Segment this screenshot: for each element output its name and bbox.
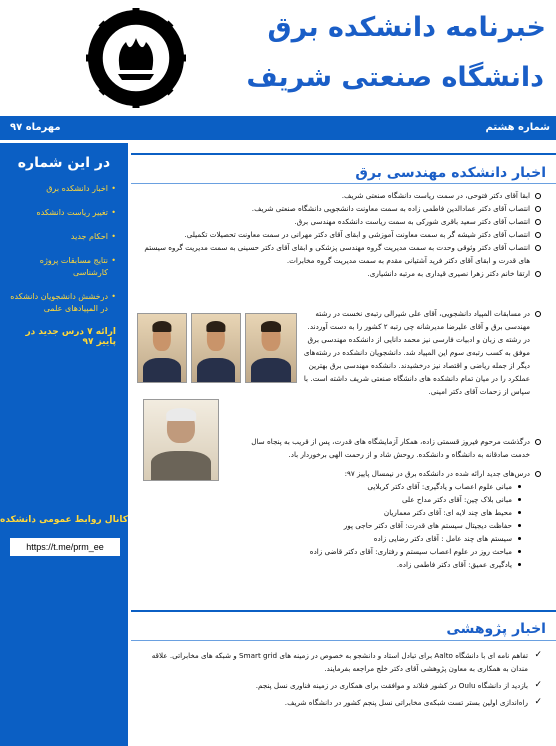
main-content [131,143,556,746]
courses-intro: درس‌های جدید ارائه شده در دانشکده برق در نیمسال پاییز ۹۷: [142,467,542,480]
sidebar [0,143,128,746]
header [0,0,556,115]
student-portrait-2-icon [191,313,241,383]
research-list [138,649,542,713]
student-portrait-3-icon [245,313,297,383]
news-list [142,189,542,280]
issue-date: مهرماه ۹۷ [10,122,61,133]
research-item: ✓ بازدید از دانشگاه Oulu در کشور فنلاند و موافقت برای همکاری در زمینه فناوری نسل پنجم. [138,679,542,692]
research-rule [131,610,556,612]
section-rule [131,153,556,155]
sidebar-item-appointments[interactable]: • احکام جدید [6,231,116,243]
olympiad-paragraph [302,307,542,398]
sidebar-item-project-results[interactable]: • نتایج مسابقات پروژه کارشناسی [6,255,116,279]
channel-label: کانال روابط عمومی دانشکده [0,515,128,525]
research-divider [131,640,556,641]
course-item: سیستم های چند عامل : آقای دکتر رضایی زاده [142,532,522,545]
sidebar-item-olympiad[interactable]: • درخشش دانشجویان دانشکده در المپیادهای علمی [6,291,116,315]
sidebar-item-news[interactable]: • اخبار دانشکده برق [6,183,116,195]
course-item: مباحث روز در علوم اعصاب سیستم و رفتاری: آقای دکتر قاضی زاده [142,545,522,558]
course-item: محیط های چند لایه ای: آقای دکتر معماریان [142,506,522,519]
news-item: انتصاب آقای دکتر عمادالدین فاطمی زاده به سمت معاونت دانشجویی دانشگاه صنعتی شریف. [142,202,542,215]
course-item: حفاظت دیجیتال سیستم های قدرت: آقای دکتر حاجی پور [142,519,522,532]
news-item: انتصاب آقای دکتر سعید باقری شورکی به سمت ریاست دانشکده مهندسی برق. [142,215,542,228]
obituary-paragraph [230,435,542,461]
olympiad-text: در مسابقات المپیاد دانشجویی، آقای علی شیرالی رتبه‌ی نخست در رشته مهندسی برق و آقای علیرضا مدیرشانه چی رتبه ۲ کشور را به دست آوردند. در رشته ی زبان و ادبیات فارسی نیز محمد دانایی از دانشکده مهندسی برق موفق به کسب رتبه‌ی سوم این المپیاد شد. دانشجویان دانشکده در رشته‌های دیگر از جمله ریاضی و اقتصاد نیز درخشیدند. دانشکده مهندسی برق بهترین عملکرد را در میان تمام دانشکده های دانشگاه صنعتی شریف داشته است. با سپاس از زحمات آقای دکتر امینی. [302,307,542,398]
university-logo-icon [86,8,186,108]
sidebar-title: در این شماره [17,155,111,171]
channel-link[interactable]: https://t.me/prm_ee [10,538,120,556]
university-name: دانشگاه صنعتی شریف [246,62,544,93]
student-portrait-1-icon [137,313,187,383]
news-item: ابقا آقای دکتر فتوحی، در سمت ریاست دانشگاه صنعتی شریف. [142,189,542,202]
newsletter-title: خبرنامه دانشکده برق [267,12,546,43]
issue-number: شماره هشتم [485,122,550,133]
course-item: یادگیری عمیق: آقای دکتر فاطمی زاده. [142,558,522,571]
issue-band [0,116,556,140]
research-item: ✓ تفاهم نامه ای با دانشگاه Aalto برای تبادل استاد و دانشجو به خصوص در زمینه های Smart grid و شبکه های مخابراتی. علاقه مندان به همکاری به معاون پژوهشی آقای دکتر خلج مراجعه بفرمایند. [138,649,542,675]
obituary-text: درگذشت مرحوم فیروز قسمتی زاده، همکار آزمایشگاه های قدرت، پس از قریب به پنجاه سال خدمت صادقانه به دانشگاه و دانشکده. روحش شاد و از رحمت الهی برخوردار باد. [230,435,542,461]
sidebar-list [6,183,122,315]
news-item: انتصاب آقای دکتر وثوقی وحدت به سمت مدیریت گروه مهندسی پزشکی و ابقای آقای دکتر حسینی به سمت مدیریت گروه سیستم های قدرت و ابقای آقای دکتر فرید آشتیانی مقدم به سمت مدیریت گروه مخابرات. [142,241,542,267]
news-section-title: اخبار دانشکده مهندسی برق [355,165,546,181]
research-item: ✓ راه‌اندازی اولین بستر تست شبکه‌ی مخابراتی نسل پنجم کشور در دانشگاه شریف. [138,696,542,709]
sidebar-new-courses[interactable]: ارائه ۷ درس جدید در پاییز ۹۷ [25,327,116,347]
course-item: مبانی بلاک چین: آقای دکتر مداح علی [142,493,522,506]
news-item: انتصاب آقای دکتر شیشه گر به سمت معاونت آموزشی و ابقای آقای دکتر مهرانی در سمت معاونت تحصیلات تکمیلی. [142,228,542,241]
course-item: مبانی علوم اعصاب و یادگیری: آقای دکتر کربلایی [142,480,522,493]
sidebar-item-dean-change[interactable]: • تغییر ریاست دانشکده [6,207,116,219]
section-divider [131,183,556,184]
courses-block [142,467,542,571]
news-item: ارتقا خانم دکتر زهرا نصیری قیداری به مرتبه دانشیاری. [142,267,542,280]
research-section-title: اخبار پژوهشی [446,621,546,637]
